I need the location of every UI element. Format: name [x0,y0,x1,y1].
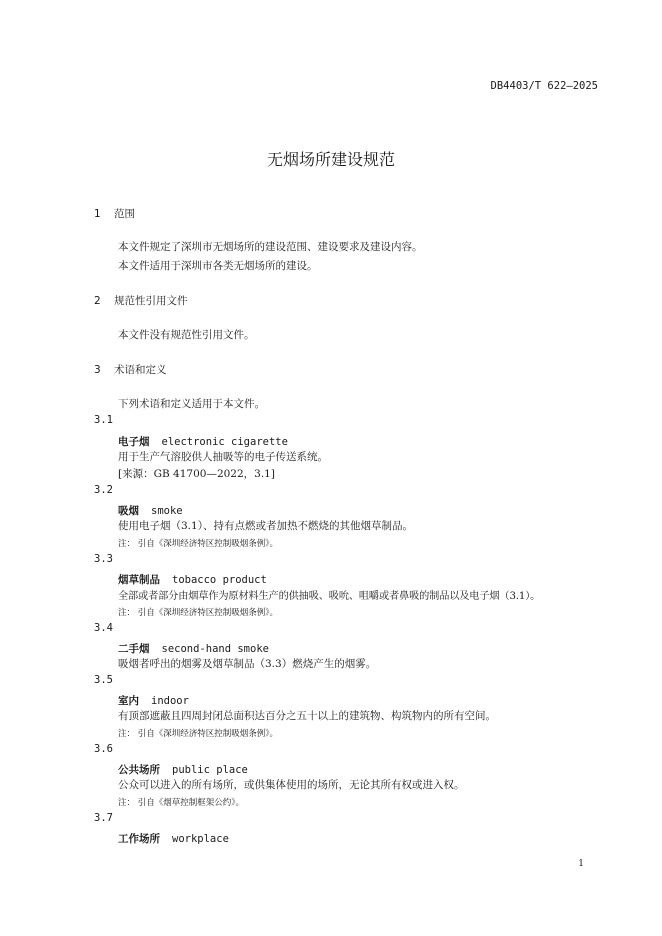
term-zh: 吸烟 [118,505,139,517]
term-zh: 电子烟 [118,436,150,448]
term-source: [来源：GB 41700—2022，3.1] [118,468,275,480]
section-2-para-1: 本文件没有规范性引用文件。 [118,329,255,341]
term-en: indoor [151,695,189,707]
term-en: public place [172,764,248,776]
term-number: 3.5 [94,674,113,686]
term-number: 3.6 [94,743,113,755]
document-number: DB4403/T 622—2025 [490,80,598,92]
term-heading [118,501,183,519]
section-3-title: 术语和定义 [114,364,167,376]
section-3-number: 3 [94,364,101,376]
term-number: 3.7 [94,812,113,824]
document-title: 无烟场所建设规范 [266,150,395,169]
term-number: 3.1 [94,414,113,426]
section-3-heading [94,362,167,377]
term-en: tobacco product [172,574,267,586]
term-note: 注： 引自《深圳经济特区控制吸烟条例》。 [118,539,278,549]
term-definition: 用于生产气溶胶供人抽吸等的电子传送系统。 [118,451,328,463]
section-2-title: 规范性引用文件 [114,295,188,307]
term-heading [118,829,229,847]
term-definition: 使用电子烟（3.1）、持有点燃或者加热不燃烧的其他烟草制品。 [118,520,413,532]
term-number: 3.3 [94,553,113,565]
term-number: 3.4 [94,622,113,634]
page-number: 1 [578,859,584,869]
term-zh: 公共场所 [118,764,160,776]
term-number: 3.2 [94,484,113,496]
term-zh: 工作场所 [118,833,160,845]
section-1-para-2: 本文件适用于深圳市各类无烟场所的建设。 [118,260,318,272]
section-1-title: 范围 [114,208,135,220]
section-2-heading [94,293,188,308]
section-3-intro: 下列术语和定义适用于本文件。 [118,398,265,410]
term-en: second-hand smoke [161,643,269,655]
term-heading [118,639,269,657]
term-heading [118,432,288,450]
term-en: workplace [172,833,229,845]
term-definition: 有顶部遮蔽且四周封闭总面积达百分之五十以上的建筑物、构筑物内的所有空间。 [118,710,496,722]
term-note: 注： 引自《深圳经济特区控制吸烟条例》。 [118,729,278,739]
term-zh: 二手烟 [118,643,150,655]
term-heading [118,760,248,778]
term-note: 注： 引自《烟草控制框架公约》。 [118,798,244,808]
section-1-para-1: 本文件规定了深圳市无烟场所的建设范围、建设要求及建设内容。 [118,241,423,253]
term-definition: 全部或者部分由烟草作为原材料生产的供抽吸、吸吮、咀嚼或者鼻吸的制品以及电子烟（3.1）。 [118,591,541,602]
section-2-number: 2 [94,295,101,307]
term-heading [118,570,267,588]
section-1-heading [94,206,135,221]
term-definition: 公众可以进入的所有场所，或供集体使用的场所，无论其所有权或进入权。 [118,779,465,791]
term-zh: 室内 [118,695,139,707]
term-heading [118,691,189,709]
term-definition: 吸烟者呼出的烟雾及烟草制品（3.3）燃烧产生的烟雾。 [118,658,377,670]
term-en: electronic cigarette [161,436,288,448]
term-zh: 烟草制品 [118,574,160,586]
term-en: smoke [151,505,183,517]
term-note: 注： 引自《深圳经济特区控制吸烟条例》。 [118,608,278,618]
section-1-number: 1 [94,208,101,220]
